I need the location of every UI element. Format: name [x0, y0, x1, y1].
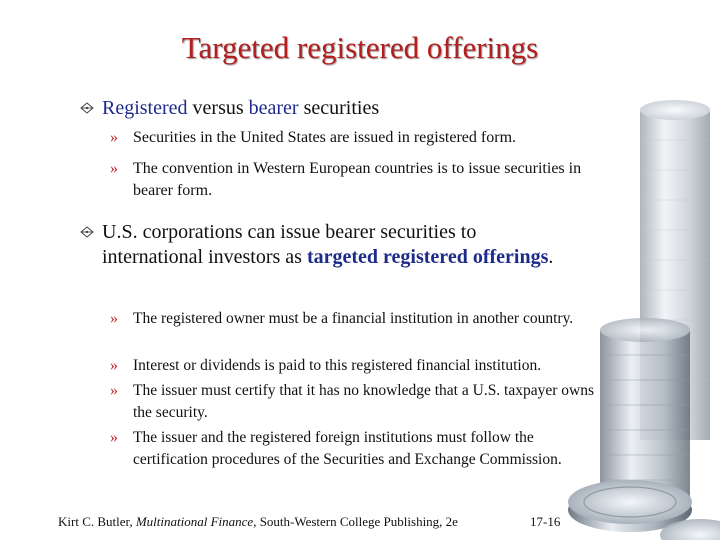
- footer-book-title: Multinational Finance: [135, 514, 254, 529]
- bullet-text: securities: [298, 97, 380, 119]
- sub-bullet-marker: »: [110, 310, 118, 327]
- sub-bullet-text: The registered owner must be a financial institution in another country.: [133, 310, 574, 327]
- sub-bullet: [110, 127, 620, 149]
- bullet-targeted-registered-offerings: [80, 220, 560, 270]
- footer-author: Kirt C. Butler,: [58, 514, 136, 529]
- sub-bullet-marker: »: [110, 160, 118, 177]
- pen-nib-icon: [80, 225, 94, 239]
- footer-citation: [58, 514, 458, 530]
- bullet-text: U.S. corporations can issue bearer securities to international investors as: [102, 221, 477, 268]
- sub-bullet-text: The convention in Western European countries is to issue securities in bearer form.: [133, 160, 582, 199]
- footer-publisher: , South-Western College Publishing, 2e: [253, 514, 458, 529]
- bullet-text: versus: [187, 97, 249, 119]
- sub-bullet-marker: »: [110, 357, 118, 374]
- sub-bullet: [110, 158, 620, 202]
- bullet-registered-vs-bearer: [80, 96, 560, 121]
- page-number: 17-16: [530, 514, 561, 529]
- keyword-targeted-registered-offerings: targeted registered offerings: [306, 246, 549, 268]
- keyword-bearer: bearer: [248, 97, 299, 119]
- sub-bullet-marker: »: [110, 129, 118, 146]
- sub-bullet: [110, 427, 610, 471]
- pen-nib-icon: [80, 101, 94, 115]
- sub-bullet: [110, 355, 610, 377]
- bullet-text: .: [548, 246, 554, 268]
- sub-bullet-marker: »: [110, 429, 118, 446]
- sub-bullet: [110, 380, 610, 424]
- keyword-registered: Registered: [102, 97, 188, 119]
- sub-bullet: [110, 308, 610, 330]
- sub-bullet-text: The issuer must certify that it has no knowledge that a U.S. taxpayer owns the security.: [133, 382, 595, 421]
- sub-bullet-text: Securities in the United States are issued in registered form.: [133, 129, 517, 146]
- sub-bullet-marker: »: [110, 382, 118, 399]
- slide-title: Targeted registered offerings: [181, 30, 539, 65]
- sub-bullet-text: Interest or dividends is paid to this registered financial institution.: [133, 357, 542, 374]
- sub-bullet-text: The issuer and the registered foreign institutions must follow the certification procedures of the Securities and Exchange Commission.: [133, 429, 562, 468]
